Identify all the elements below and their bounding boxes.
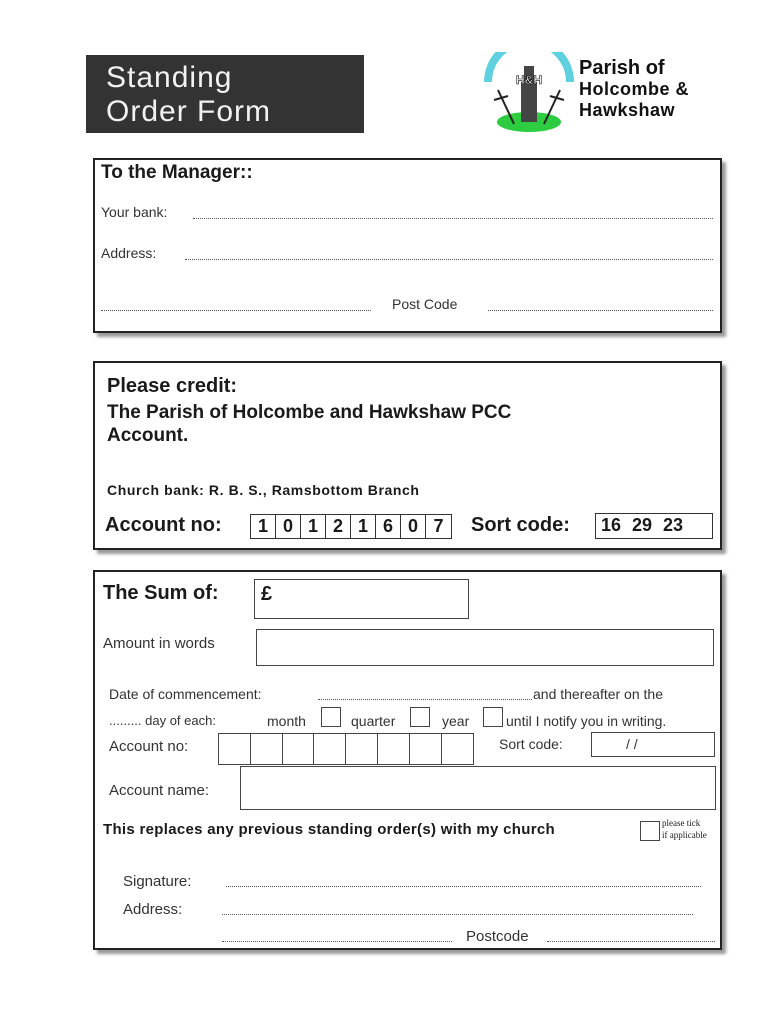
account-digit: 1 [351,515,376,538]
account-name-label: Account name: [109,782,210,799]
signature-field[interactable] [226,886,701,887]
logo-text [579,58,689,121]
account-digit: 0 [276,515,301,538]
month-label: month [267,713,306,729]
account-digit: 1 [251,515,276,538]
manager-heading: To the Manager:: [101,162,253,183]
currency-symbol: £ [261,583,273,605]
sum-address-field[interactable] [222,914,693,915]
payee-line-1: The Parish of Holcombe and Hawkshaw PCC [107,402,512,423]
year-checkbox[interactable] [483,707,503,727]
sort-code-label: Sort code: [471,514,570,536]
signature-label: Signature: [123,873,192,890]
account-digit: 2 [326,515,351,538]
tick-note [662,817,707,841]
bank-label: Your bank: [101,204,168,220]
address-line-2-field[interactable] [101,310,371,311]
account-digit: 1 [301,515,326,538]
postcode-field[interactable] [488,310,713,311]
until-text: until I notify you in writing. [506,713,667,729]
sort-code-field[interactable] [591,732,715,757]
parish-logo-icon [484,52,574,132]
credit-heading: Please credit: [107,375,238,397]
date-label: Date of commencement: [109,686,262,702]
replaces-text: This replaces any previous standing order(s) with my church [103,821,555,838]
logo-line-2: Holcombe & [579,79,690,99]
title-line-2: Order Form [106,95,272,128]
address-label: Address: [101,245,157,261]
tick-note-line-2: if applicable [662,830,707,840]
account-label: Account no: [105,514,222,536]
sum-address-label: Address: [123,901,183,918]
tick-note-line-1: please tick [662,818,701,828]
sum-postcode-label: Postcode [466,928,529,945]
account-digit: 6 [376,515,401,538]
account-no-label: Account no: [109,738,189,755]
account-no-cells[interactable] [218,733,474,765]
payee-line-2: Account. [107,425,189,446]
account-number-digits [250,514,452,539]
logo-line-3: Hawkshaw [579,100,676,120]
logo-initials: H&H [516,73,542,87]
sum-amount-field[interactable] [254,579,469,619]
thereafter-text: and thereafter on the [533,686,663,702]
postcode-label: Post Code [392,296,458,312]
account-name-field[interactable] [240,766,716,810]
sum-address-line-2-field[interactable] [222,941,452,942]
logo-line-1: Parish of [579,57,665,79]
replaces-checkbox[interactable] [640,821,660,841]
address-field[interactable] [185,259,713,260]
form-title-block [86,55,364,133]
quarter-label: quarter [351,713,396,729]
sort-code-slashes: / / [626,736,638,752]
amount-words-field[interactable] [256,629,714,666]
year-label: year [442,713,470,729]
sort-code-field-label: Sort code: [499,736,563,752]
sum-section [93,570,722,950]
date-field[interactable] [318,699,532,700]
amount-words-label: Amount in words [103,635,215,652]
sort-code-value: 16 29 23 [595,513,713,539]
sum-postcode-field[interactable] [547,941,715,942]
month-checkbox[interactable] [321,707,341,727]
day-each-label: ......... day of each: [109,713,216,728]
manager-section [93,158,722,333]
bank-field[interactable] [193,218,713,219]
account-digit: 0 [401,515,426,538]
account-digit: 7 [433,516,444,536]
sum-heading: The Sum of: [103,582,219,604]
credit-section [93,361,722,550]
church-bank: Church bank: R. B. S., Ramsbottom Branch [107,482,420,498]
quarter-checkbox[interactable] [410,707,430,727]
title-line-1: Standing [106,61,233,94]
